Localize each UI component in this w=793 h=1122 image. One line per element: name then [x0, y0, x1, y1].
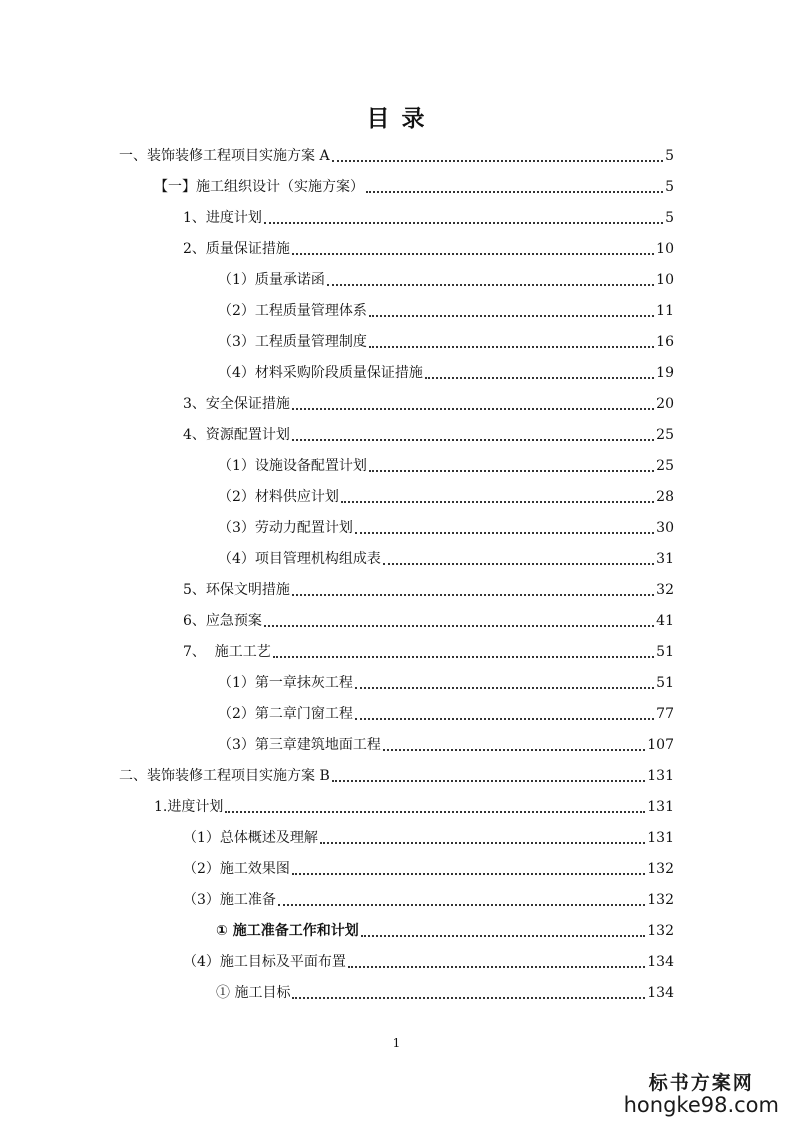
- toc-entry[interactable]: [216, 918, 674, 940]
- toc-entry-page: 107: [647, 737, 674, 753]
- watermark-name: 标书方案网: [648, 1072, 754, 1094]
- toc-entry[interactable]: [183, 577, 674, 599]
- toc-entry-label: 一、装饰装修工程项目实施方案 A: [119, 148, 330, 164]
- toc-entry[interactable]: [218, 360, 674, 382]
- toc-entry-label: （3）劳动力配置计划: [218, 520, 353, 536]
- toc-entry-label: 二、装饰装修工程项目实施方案 B: [119, 768, 330, 784]
- toc-entry-label: （3）第三章建筑地面工程: [218, 737, 381, 753]
- dot-leader: [383, 748, 645, 751]
- dot-leader: [425, 376, 654, 379]
- toc-entry-label: （2）施工效果图: [183, 861, 290, 877]
- toc-entry[interactable]: [154, 794, 674, 816]
- toc-title: 目 录: [366, 105, 427, 132]
- toc-entry-label: （4）材料采购阶段质量保证措施: [218, 365, 423, 381]
- toc-entry-label: 4、资源配置计划: [183, 427, 290, 443]
- toc-entry-label: （3）工程质量管理制度: [218, 334, 367, 350]
- toc-entry-page: 132: [647, 892, 674, 908]
- dot-leader: [355, 717, 654, 720]
- toc-entry[interactable]: [218, 670, 674, 692]
- toc-entry[interactable]: [183, 949, 674, 971]
- toc-entry-page: 5: [665, 148, 674, 164]
- toc-entry-page: 32: [656, 582, 674, 598]
- dot-leader: [332, 779, 646, 782]
- toc-entry-page: 131: [647, 830, 674, 846]
- toc-entry-page: 131: [647, 799, 674, 815]
- toc-entry-page: 77: [656, 706, 674, 722]
- toc-entry-page: 51: [656, 675, 674, 691]
- toc-entry-page: 19: [656, 365, 674, 381]
- dot-leader: [273, 655, 654, 658]
- toc-entry[interactable]: [218, 298, 674, 320]
- dot-leader: [341, 500, 654, 503]
- toc-entry[interactable]: [218, 732, 674, 754]
- toc-entry-label: （4）施工目标及平面布置: [183, 954, 346, 970]
- toc-entry-page: 30: [656, 520, 674, 536]
- toc-entry[interactable]: [183, 639, 674, 661]
- dot-leader: [366, 190, 663, 193]
- toc-entry-page: 5: [665, 179, 674, 195]
- toc-entry-page: 134: [647, 954, 674, 970]
- toc-entry-label: ① 施工准备工作和计划: [216, 923, 359, 939]
- toc-entry-label: （1）总体概述及理解: [183, 830, 318, 846]
- toc-entry-label: 1、进度计划: [183, 210, 262, 226]
- toc-entry[interactable]: [216, 980, 674, 1002]
- toc-entry-page: 51: [656, 644, 674, 660]
- dot-leader: [348, 965, 645, 968]
- toc-entry-page: 28: [656, 489, 674, 505]
- toc-entry[interactable]: [183, 608, 674, 630]
- toc-entry-page: 134: [647, 985, 674, 1001]
- toc-entry[interactable]: [183, 887, 674, 909]
- toc-entry-label: 2、质量保证措施: [183, 241, 290, 257]
- toc-entry-page: 25: [656, 458, 674, 474]
- toc-entry-label: （2）工程质量管理体系: [218, 303, 367, 319]
- toc-entry[interactable]: [218, 484, 674, 506]
- toc-entry[interactable]: [119, 143, 674, 165]
- watermark: [624, 1068, 779, 1117]
- toc-entry[interactable]: [218, 453, 674, 475]
- toc-entry-page: 16: [656, 334, 674, 350]
- toc-entry-label: 1.进度计划: [154, 799, 224, 815]
- dot-leader: [383, 562, 654, 565]
- watermark-url: hongke98.com: [623, 1093, 779, 1117]
- toc-entry-label: （1）质量承诺函: [218, 272, 325, 288]
- toc-entry-label: ① 施工目标: [216, 985, 291, 1001]
- toc-entry[interactable]: [218, 701, 674, 723]
- dot-leader: [361, 934, 646, 937]
- dot-leader: [264, 221, 663, 224]
- toc-entry[interactable]: [183, 391, 674, 413]
- toc-entry-label: 3、安全保证措施: [183, 396, 290, 412]
- toc-entry-page: 132: [647, 861, 674, 877]
- toc-entry[interactable]: [218, 546, 674, 568]
- toc-entry[interactable]: [183, 236, 674, 258]
- toc-entry-page: 25: [656, 427, 674, 443]
- dot-leader: [292, 996, 645, 999]
- toc-entry[interactable]: [218, 329, 674, 351]
- dot-leader: [320, 841, 645, 844]
- toc-entry-label: （2）材料供应计划: [218, 489, 339, 505]
- dot-leader: [369, 469, 654, 472]
- toc-entry-label: 6、应急预案: [183, 613, 262, 629]
- toc-entry-label: 7、 施工工艺: [183, 644, 271, 660]
- dot-leader: [355, 686, 654, 689]
- toc-entry-label: （2）第二章门窗工程: [218, 706, 353, 722]
- dot-leader: [292, 407, 654, 410]
- toc-entry-label: （1）第一章抹灰工程: [218, 675, 353, 691]
- dot-leader: [369, 314, 654, 317]
- dot-leader: [292, 438, 654, 441]
- toc-entry-label: 【一】施工组织设计（实施方案）: [154, 179, 364, 195]
- toc-entry[interactable]: [183, 856, 674, 878]
- toc-entry-label: （4）项目管理机构组成表: [218, 551, 381, 567]
- toc-entry-page: 11: [656, 303, 674, 319]
- toc-entry[interactable]: [218, 515, 674, 537]
- toc-entry[interactable]: [218, 267, 674, 289]
- dot-leader: [292, 252, 654, 255]
- dot-leader: [292, 872, 645, 875]
- toc-entry-label: （3）施工准备: [183, 892, 276, 908]
- toc-entry-page: 10: [656, 241, 674, 257]
- dot-leader: [225, 810, 645, 813]
- dot-leader: [332, 159, 664, 162]
- toc-entry-page: 10: [656, 272, 674, 288]
- dot-leader: [369, 345, 654, 348]
- toc-entry-page: 5: [665, 210, 674, 226]
- dot-leader: [278, 903, 645, 906]
- toc-entry-page: 20: [656, 396, 674, 412]
- toc-entry[interactable]: [183, 205, 674, 227]
- toc-entry-page: 131: [647, 768, 674, 784]
- toc-entry[interactable]: [183, 422, 674, 444]
- toc-entry-label: （1）设施设备配置计划: [218, 458, 367, 474]
- toc-entry[interactable]: [154, 174, 674, 196]
- dot-leader: [292, 593, 654, 596]
- toc-entry-page: 132: [647, 923, 674, 939]
- toc-entry-label: 5、环保文明措施: [183, 582, 290, 598]
- toc-entry[interactable]: [119, 763, 674, 785]
- dot-leader: [264, 624, 654, 627]
- toc-entry-page: 31: [656, 551, 674, 567]
- toc-entry[interactable]: [183, 825, 674, 847]
- page-number: 1: [392, 1036, 401, 1050]
- dot-leader: [327, 283, 654, 286]
- dot-leader: [355, 531, 654, 534]
- toc-entry-page: 41: [656, 613, 674, 629]
